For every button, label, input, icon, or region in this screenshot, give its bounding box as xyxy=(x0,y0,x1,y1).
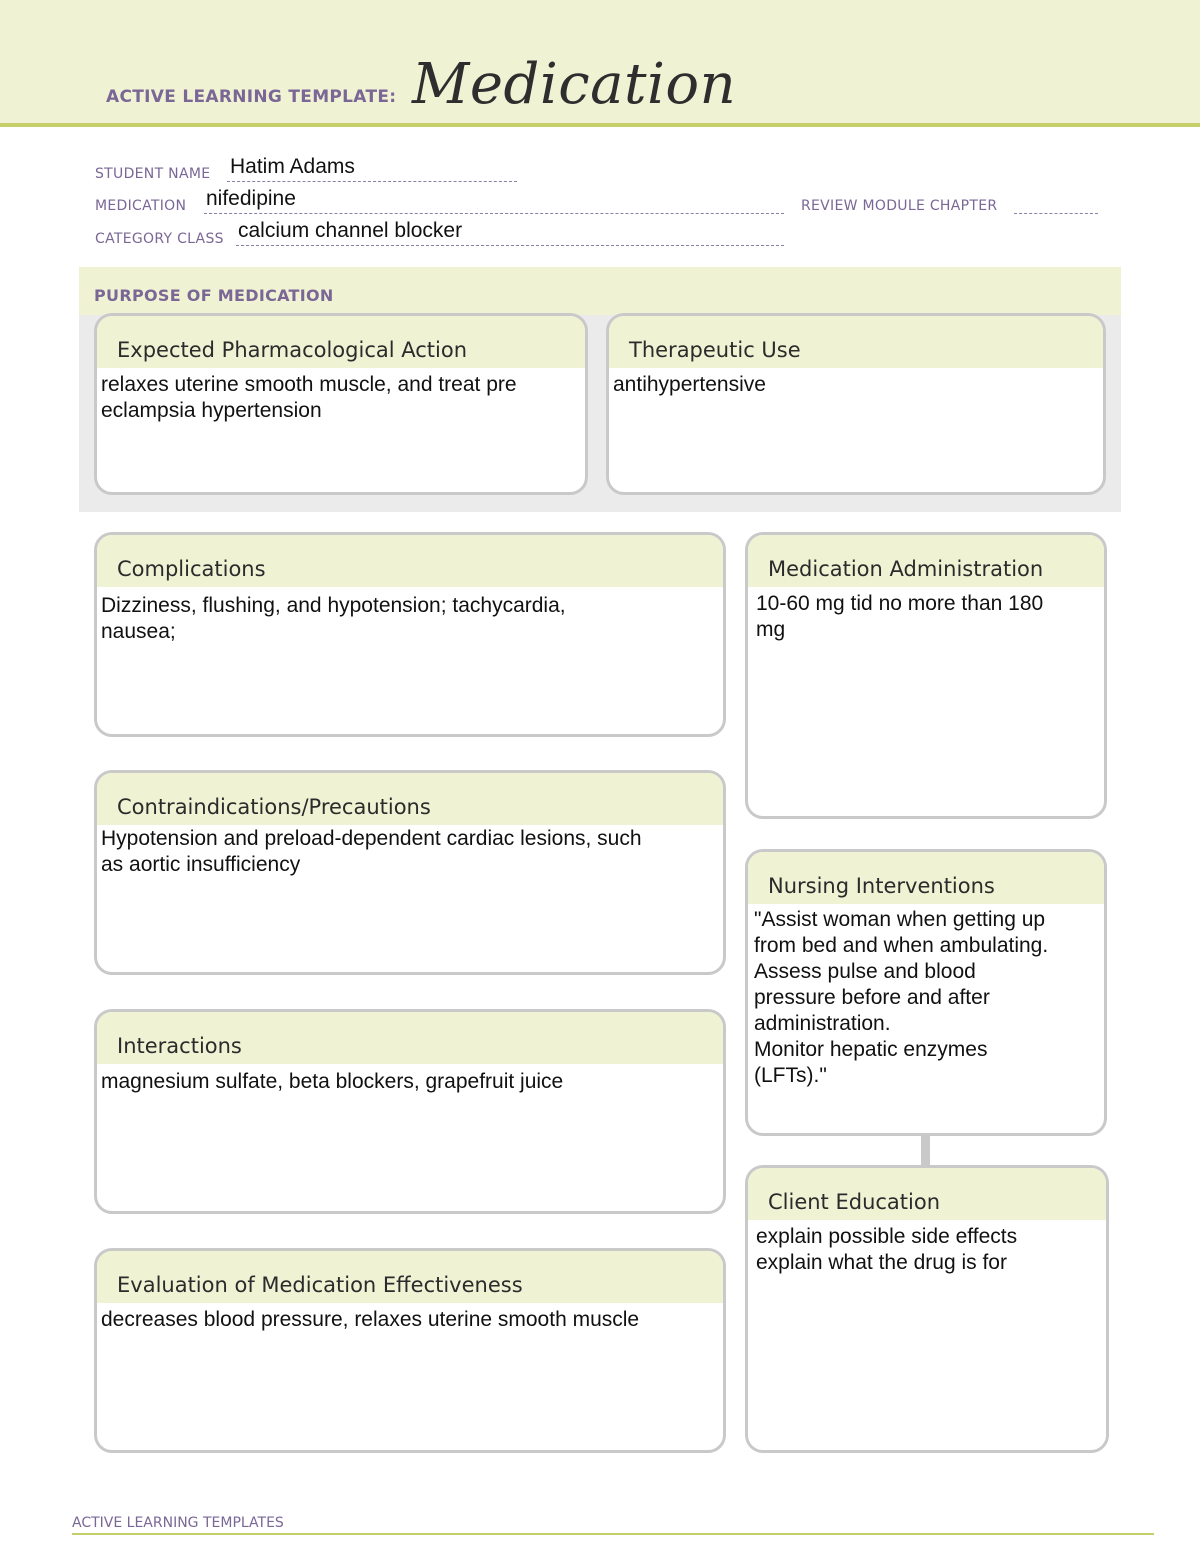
medication-administration-text[interactable]: 10-60 mg tid no more than 180 mg xyxy=(756,592,1044,641)
evaluation-box xyxy=(94,1248,726,1453)
complications-header xyxy=(97,535,723,587)
medication-field[interactable]: nifedipine xyxy=(206,187,296,210)
expected-action-title: Expected Pharmacological Action xyxy=(117,338,468,362)
template-label: ACTIVE LEARNING TEMPLATE: xyxy=(106,87,397,107)
footer-label: ACTIVE LEARNING TEMPLATES xyxy=(72,1515,284,1531)
nursing-interventions-title: Nursing Interventions xyxy=(768,874,995,898)
student-name-line xyxy=(227,181,517,182)
client-education-title: Client Education xyxy=(768,1190,941,1214)
therapeutic-use-box xyxy=(606,313,1106,495)
contraindications-title: Contraindications/Precautions xyxy=(117,795,431,819)
complications-text[interactable]: Dizziness, flushing, and hypotension; tachycardia, nausea; xyxy=(101,594,566,643)
evaluation-header xyxy=(97,1251,723,1303)
page-title: Medication xyxy=(412,52,737,117)
client-education-text[interactable]: explain possible side effects explain what the drug is for xyxy=(756,1225,1018,1274)
review-module-label: REVIEW MODULE CHAPTER xyxy=(801,198,998,214)
box-connector xyxy=(921,1134,930,1166)
interactions-header xyxy=(97,1012,723,1064)
complications-box xyxy=(94,532,726,737)
medication-administration-title: Medication Administration xyxy=(768,557,1044,581)
header-divider xyxy=(0,123,1200,127)
student-name-label: STUDENT NAME xyxy=(95,166,211,182)
footer-divider xyxy=(72,1533,1154,1535)
client-education-box xyxy=(745,1165,1109,1453)
evaluation-text[interactable]: decreases blood pressure, relaxes uterine smooth muscle xyxy=(101,1308,640,1331)
therapeutic-use-title: Therapeutic Use xyxy=(629,338,801,362)
medication-administration-box xyxy=(745,532,1107,819)
expected-action-text[interactable]: relaxes uterine smooth muscle, and treat pre eclampsia hypertension xyxy=(101,373,517,422)
interactions-box xyxy=(94,1009,726,1214)
nursing-interventions-box xyxy=(745,849,1107,1136)
expected-action-box xyxy=(94,313,588,495)
nursing-interventions-text[interactable]: "Assist woman when getting up from bed and when ambulating. Assess pulse and blood pressure before and after administration. Monitor hepatic enzymes (LFTs)." xyxy=(754,908,1049,1087)
contraindications-header xyxy=(97,773,723,825)
interactions-text[interactable]: magnesium sulfate, beta blockers, grapefruit juice xyxy=(101,1070,564,1093)
medication-administration-header xyxy=(748,535,1104,587)
nursing-interventions-header xyxy=(748,852,1104,904)
category-class-label: CATEGORY CLASS xyxy=(95,231,224,247)
category-class-field[interactable]: calcium channel blocker xyxy=(238,219,463,242)
contraindications-box xyxy=(94,770,726,975)
student-name-field[interactable]: Hatim Adams xyxy=(230,155,355,178)
evaluation-title: Evaluation of Medication Effectiveness xyxy=(117,1273,523,1297)
review-module-field[interactable] xyxy=(1014,213,1098,214)
therapeutic-use-text[interactable]: antihypertensive xyxy=(613,373,766,396)
medication-line xyxy=(204,213,784,214)
complications-title: Complications xyxy=(117,557,266,581)
therapeutic-use-header xyxy=(609,316,1103,368)
contraindications-text[interactable]: Hypotension and preload-dependent cardiac lesions, such as aortic insufficiency xyxy=(101,827,642,876)
client-education-header xyxy=(748,1168,1106,1220)
interactions-title: Interactions xyxy=(117,1034,242,1058)
category-class-line xyxy=(236,245,784,246)
expected-action-header xyxy=(97,316,585,368)
medication-label: MEDICATION xyxy=(95,198,187,214)
purpose-label: PURPOSE OF MEDICATION xyxy=(94,286,334,305)
